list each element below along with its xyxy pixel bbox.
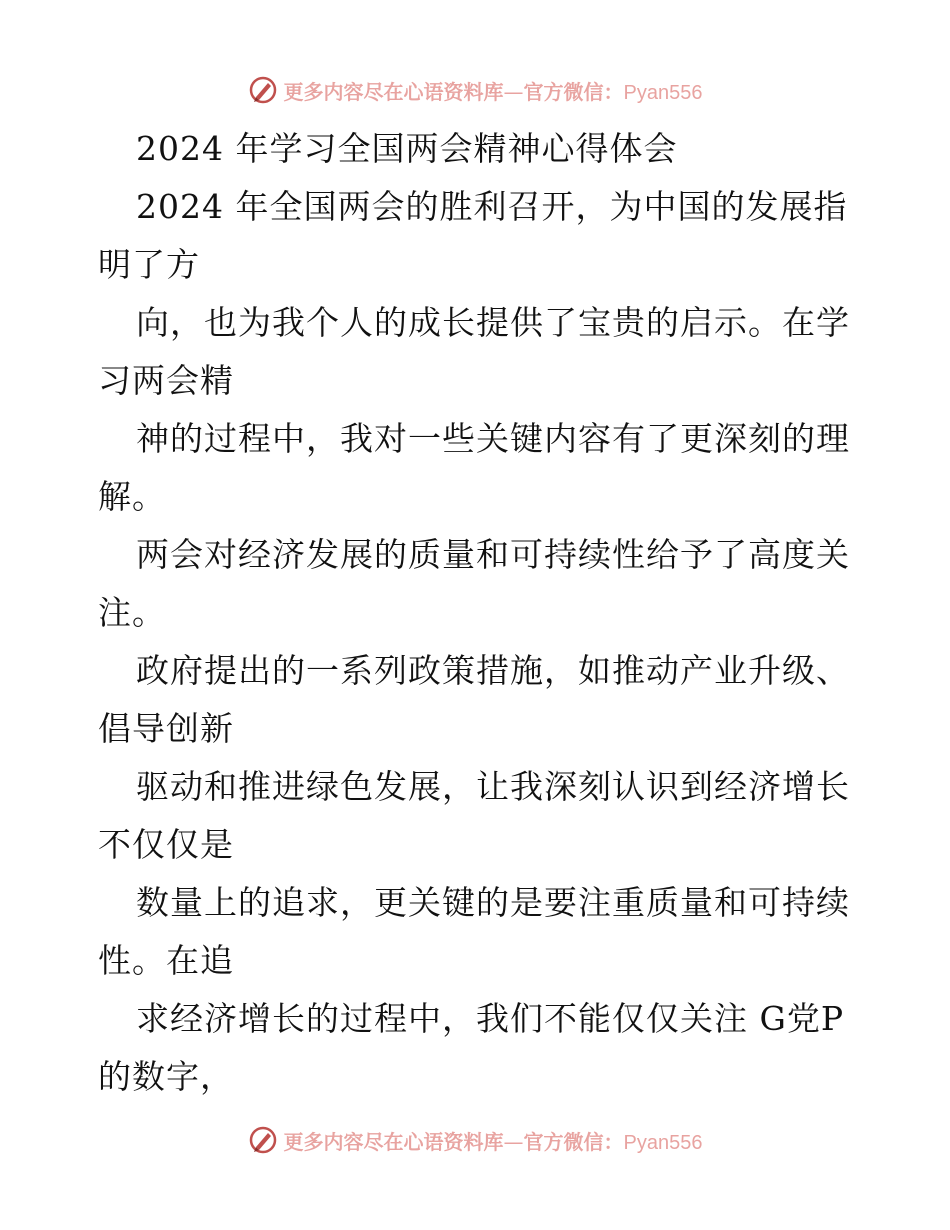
paragraph-line: 明了方: [98, 245, 200, 284]
watermark-title: 更多内容尽在心语资料库: [283, 79, 504, 104]
footer-watermark: [0, 1120, 950, 1160]
watermark-dash: —: [503, 79, 524, 104]
paragraph-line: 注。: [98, 593, 166, 632]
watermark-suffix: 官方微信：: [523, 1129, 624, 1154]
watermark-text: [284, 1126, 703, 1155]
paragraph-line: 习两会精: [98, 361, 234, 400]
paragraph-line: 解。: [98, 477, 166, 516]
paragraph-line: 数量上的追求，更关键的是要注重质量和可持续: [136, 883, 850, 922]
pen-logo-icon: [248, 1125, 278, 1155]
watermark-title: 更多内容尽在心语资料库: [283, 1129, 504, 1154]
paragraph-line: 神的过程中，我对一些关键内容有了更深刻的理: [136, 419, 850, 458]
paragraph-line: 倡导创新: [98, 709, 234, 748]
paragraph-line: 政府提出的一系列政策措施，如推动产业升级、: [136, 651, 850, 690]
watermark-id: Pyan556: [623, 1131, 703, 1154]
watermark-id: Pyan556: [623, 81, 703, 104]
paragraph-line: 向，也为我个人的成长提供了宝贵的启示。在学: [136, 303, 850, 342]
paragraph-line: 2024 年全国两会的胜利召开，为中国的发展指: [136, 187, 848, 226]
paragraph-line: 不仅仅是: [98, 825, 234, 864]
paragraph-line: 性。在追: [98, 941, 234, 980]
watermark-text: [284, 76, 703, 105]
document-title: 2024 年学习全国两会精神心得体会: [136, 129, 678, 168]
paragraph-line: 驱动和推进绿色发展，让我深刻认识到经济增长: [136, 767, 850, 806]
paragraph-line: 的数字，: [98, 1057, 234, 1096]
watermark-dash: —: [503, 1129, 524, 1154]
paragraph-line: 两会对经济发展的质量和可持续性给予了高度关: [136, 535, 850, 574]
header-watermark: [0, 70, 950, 110]
watermark-suffix: 官方微信：: [523, 79, 624, 104]
pen-logo-icon: [248, 75, 278, 105]
paragraph-line: 求经济增长的过程中，我们不能仅仅关注 G党P: [136, 999, 845, 1038]
document-body: [98, 120, 858, 1106]
